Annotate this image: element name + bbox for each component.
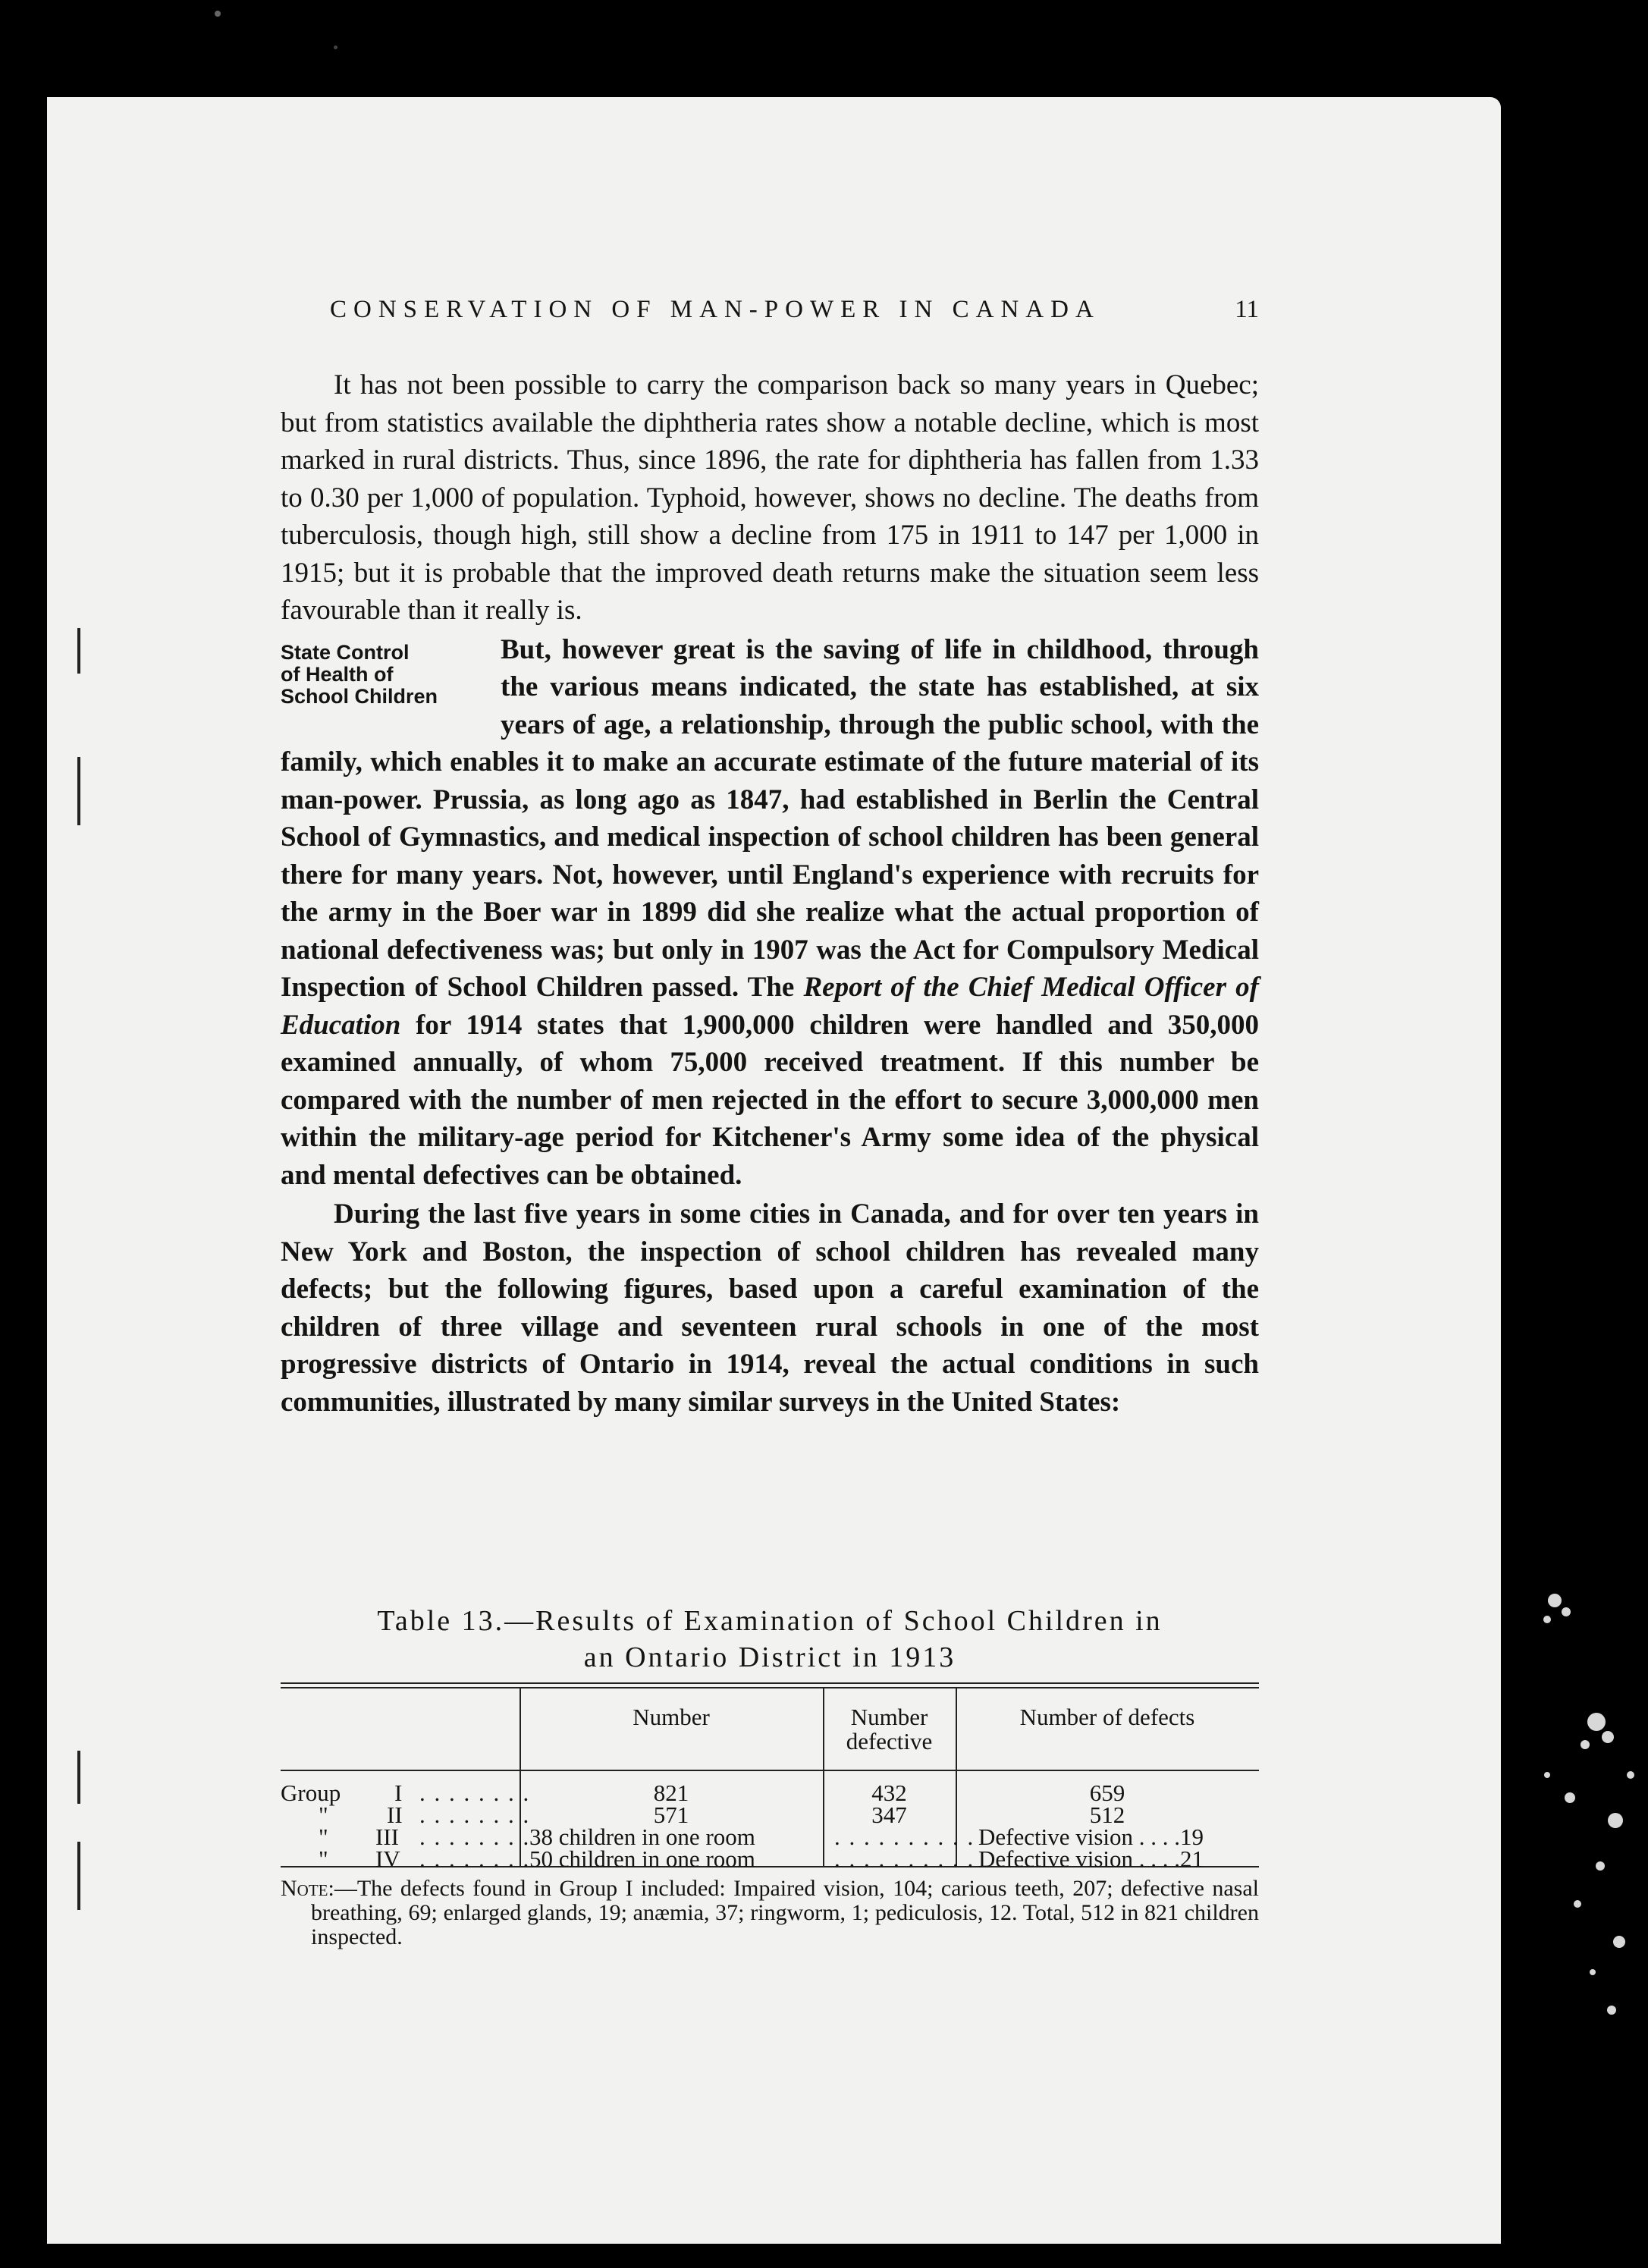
torn-edge-noise bbox=[1524, 1547, 1638, 2078]
table-rule bbox=[281, 1687, 1259, 1688]
cell-defects: Defective vision . . . .19 bbox=[978, 1824, 1204, 1850]
table-note bbox=[281, 1877, 1259, 1949]
paragraph-text: But, however great is the saving of life in childhood, through the various means indicated, the state has established, at six years of age, a relationship, through the public school, with the family, which enables it to make an accurate estimate of the future material of its man-power. Prussia, as long ago as 1847, had established in Berlin the Central School of Gymnastics, and medical inspection of school children has been general there for many years. Not, however, until England's experience with recruits for the army in the Boer war in 1899 did she realize what the actual proportion of national defectiveness was; but only in 1907 was the Act for Compulsory Medical Inspection of School Children passed. The bbox=[281, 633, 1259, 1003]
row-group: IV bbox=[375, 1845, 400, 1872]
leader-dots: . . . . . . . . bbox=[419, 1802, 531, 1828]
row-label: " bbox=[319, 1802, 328, 1828]
page-number: 11 bbox=[1235, 296, 1259, 323]
row-label: " bbox=[319, 1845, 328, 1872]
dust-speck bbox=[334, 46, 337, 49]
sidenote-line: of Health of bbox=[281, 662, 394, 686]
gutter-mark bbox=[77, 1751, 80, 1804]
row-label: " bbox=[319, 1824, 328, 1850]
note-text: —The defects found in Group I included: Impaired vision, 104; carious teeth, 207; defective nasal breathing, 69; enlarged glands, 19; anæmia, 37; ringworm, 1; pediculosis, 12. Total, 512 in 821 children inspected. bbox=[311, 1876, 1259, 1949]
cell-defective: . . . . . . . . . . bbox=[834, 1824, 975, 1850]
paragraph bbox=[281, 631, 1259, 1195]
sidenote-heading bbox=[281, 631, 501, 733]
header-number-of-defects: Number of defects bbox=[1019, 1704, 1195, 1730]
table-caption bbox=[281, 1603, 1259, 1676]
dust-speck bbox=[215, 11, 221, 17]
row-group: III bbox=[375, 1824, 399, 1850]
gutter-mark bbox=[77, 757, 80, 825]
sidenote-line: School Children bbox=[281, 684, 438, 708]
leader-dots: . . . . . . . . bbox=[419, 1780, 531, 1806]
gutter-mark bbox=[77, 628, 80, 674]
header-line: Number bbox=[850, 1704, 928, 1730]
cell-number: 50 children in one room bbox=[529, 1845, 755, 1872]
cell-defects: 512 bbox=[1089, 1802, 1125, 1828]
header-number-defective bbox=[823, 1705, 956, 1754]
gutter-mark bbox=[77, 1842, 80, 1910]
note-label: Note: bbox=[281, 1876, 334, 1901]
row-group: II bbox=[387, 1802, 403, 1828]
leader-dots: . . . . . . . . bbox=[419, 1845, 531, 1872]
cell-number: 38 children in one room bbox=[529, 1824, 755, 1850]
paragraph: It has not been possible to carry the comparison back so many years in Quebec; but from statistics available the diphtheria rates show a notable decline, which is most marked in rural districts. Thus, since 1896, the rate for diphtheria has fallen from 1.33 to 0.30 per 1,000 of population. Typhoid, however, shows no decline. The deaths from tuberculosis, though high, still show a decline from 175 in 1911 to 147 per 1,000 in 1915; but it is probable that the improved death returns make the situation seem less favourable than it really is. bbox=[281, 369, 1259, 626]
cell-defective: . . . . . . . . . . bbox=[834, 1845, 975, 1872]
header-number: Number bbox=[633, 1704, 710, 1730]
cell-number: 571 bbox=[653, 1802, 689, 1828]
row-label: Group bbox=[281, 1780, 341, 1806]
running-head bbox=[330, 296, 1259, 324]
paragraph: During the last five years in some cities in Canada, and for over ten years in New York and Boston, the inspection of school children has revealed many defects; but the following figures, based upon a careful examination of the children of three village and seventeen rural schools in one of the most progressive districts of Ontario in 1914, reveal the actual conditions in such communities, illustrated by many similar surveys in the United States: bbox=[281, 1198, 1259, 1418]
cell-number: 821 bbox=[653, 1780, 689, 1806]
table-rule bbox=[281, 1770, 1259, 1771]
report-title: Report of the Chief Medical Officer of Education bbox=[281, 972, 1259, 1041]
table-rule bbox=[281, 1682, 1259, 1684]
leader-dots: . . . . . . . . bbox=[419, 1824, 531, 1850]
body-text bbox=[281, 366, 1259, 1421]
cell-defective: 432 bbox=[871, 1780, 907, 1806]
cell-defects: Defective vision . . . .21 bbox=[978, 1845, 1204, 1872]
running-head-title: CONSERVATION OF MAN-POWER IN CANADA bbox=[330, 296, 1100, 323]
header-line: defective bbox=[846, 1728, 933, 1754]
table-caption-line: Table 13.—Results of Examination of School Children in bbox=[377, 1605, 1163, 1637]
paragraph-text: for 1914 states that 1,900,000 children were handled and 350,000 examined annually, of whom 75,000 received treatment. If this number be compared with the number of men rejected in the effort to secure 3,000,000 men within the military-age period for Kitchener's Army some idea of the physical and mental defectives can be obtained. bbox=[281, 1009, 1259, 1191]
cell-defective: 347 bbox=[871, 1802, 907, 1828]
cell-defects: 659 bbox=[1089, 1780, 1125, 1806]
row-group: I bbox=[394, 1780, 403, 1806]
sidenote-line: State Control bbox=[281, 640, 410, 664]
results-table bbox=[281, 1682, 1259, 1872]
table-caption-line: an Ontario District in 1913 bbox=[583, 1641, 956, 1673]
